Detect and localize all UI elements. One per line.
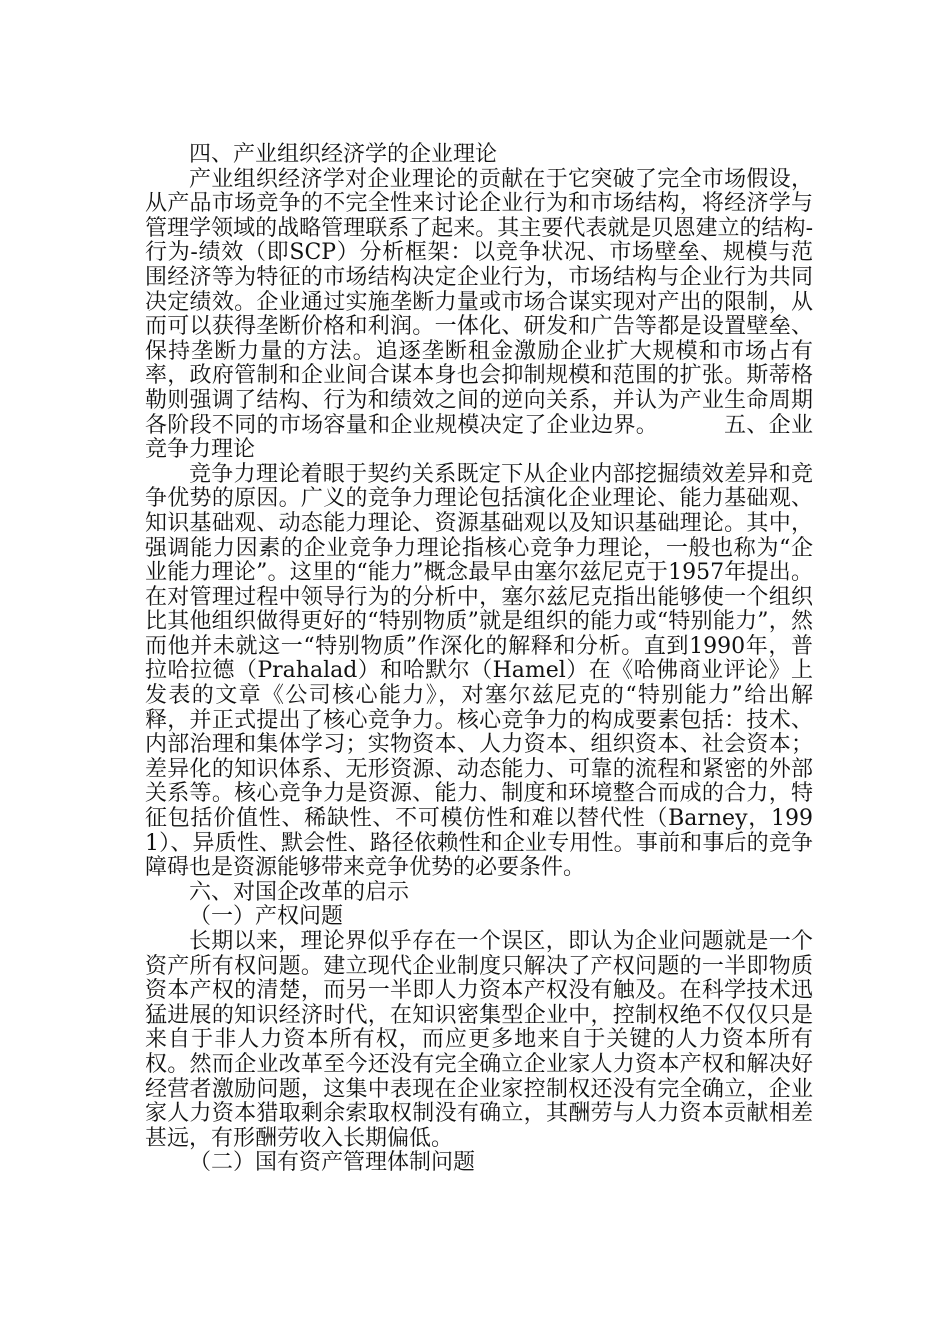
section-6-1-heading: （一）产权问题 [189,904,344,930]
section-4-paragraph [145,168,813,463]
section-6-2-heading: （二）国有资产管理体制问题 [189,1150,476,1176]
section-4-heading: 四、产业组织经济学的企业理论 [189,142,498,167]
section-4-body: 产业组织经济学对企业理论的贡献在于它突破了完全市场假设，从产品市场竞争的不完全性来讨论企业行为和市场结构，将经济学与管理学领域的战略管理联系了起来。其主要代表就是贝恩建立的结构-行为-绩效（即SCP）分析框架：以竞争状况、市场壁垒、规模与范围经济等为特征的市场结构决定企业行为，市场结构与企业行为共同决定绩效。企业通过实施垄断力量或市场合谋实现对产出的限制，从而可以获得垄断价格和利润。一体化、研发和广告等都是设置壁垒、保持垄断力量的方法。追逐垄断租金激励企业扩大规模和市场占有率，政府管制和企业间合谋本身也会抑制规模和范围的扩张。斯蒂格勒则强调了结构、行为和绩效之间的逆向关系，并认为产业生命周期各阶段不同的市场容量和企业规模决定了企业边界。 [145,166,813,438]
section-6-heading: 六、对国企改革的启示 [189,879,410,905]
section-5-paragraph: 竞争力理论着眼于契约关系既定下从企业内部挖掘绩效差异和竞争优势的原因。广义的竞争力理论包括演化企业理论、能力基础观、知识基础观、动态能力理论、资源基础观以及知识基础理论。其中，强调能力因素的企业竞争力理论指核心竞争力理论，一般也称为“企业能力理论”。这里的“能力”概念最早由塞尔兹尼克于1957年提出。在对管理过程中领导行为的分析中，塞尔兹尼克指出能够使一个组织比其他组织做得更好的“特别物质”就是组织的能力或“特别能力”，然而他并未就这一“特别物质”作深化的解释和分析。直到1990年，普拉哈拉德（Prahalad）和哈默尔（Hamel）在《哈佛商业评论》上发表的文章《公司核心能力》，对塞尔兹尼克的“特别能力”给出解释，并正式提出了核心竞争力。核心竞争力的构成要素包括：技术、内部治理和集体学习；实物资本、人力资本、组织资本、社会资本；差异化的知识体系、无形资源、动态能力、可靠的流程和紧密的外部关系等。核心竞争力是资源、能力、制度和环境整合而成的合力，特征包括价值性、稀缺性、不可模仿性和难以替代性（Barney，1991）、异质性、默会性、路径依赖性和企业专用性。事前和事后的竞争障碍也是资源能够带来竞争优势的必要条件。 [145,461,813,881]
section-5-heading: 五、企业竞争力理论 [145,412,813,463]
section-6-1-paragraph: 长期以来，理论界似乎存在一个误区，即认为企业问题就是一个资产所有权问题。建立现代企业制度只解决了产权问题的一半即物质资本产权的清楚，而另一半即人力资本产权没有触及。在科学技术迅猛进展的知识经济时代，在知识密集型企业中，控制权绝不仅仅只是来自于非人力资本所有权，而应更多地来自于关键的人力资本所有权。然而企业改革至今还没有完全确立企业家人力资本产权和解决好经营者激励问题，这集中表现在企业家控制权还没有完全确立，企业家人力资本猎取剩余索取权制没有确立，其酬劳与人力资本贡献相差甚远，有形酬劳收入长期偏低。 [145,929,813,1151]
document-page [145,143,813,1176]
